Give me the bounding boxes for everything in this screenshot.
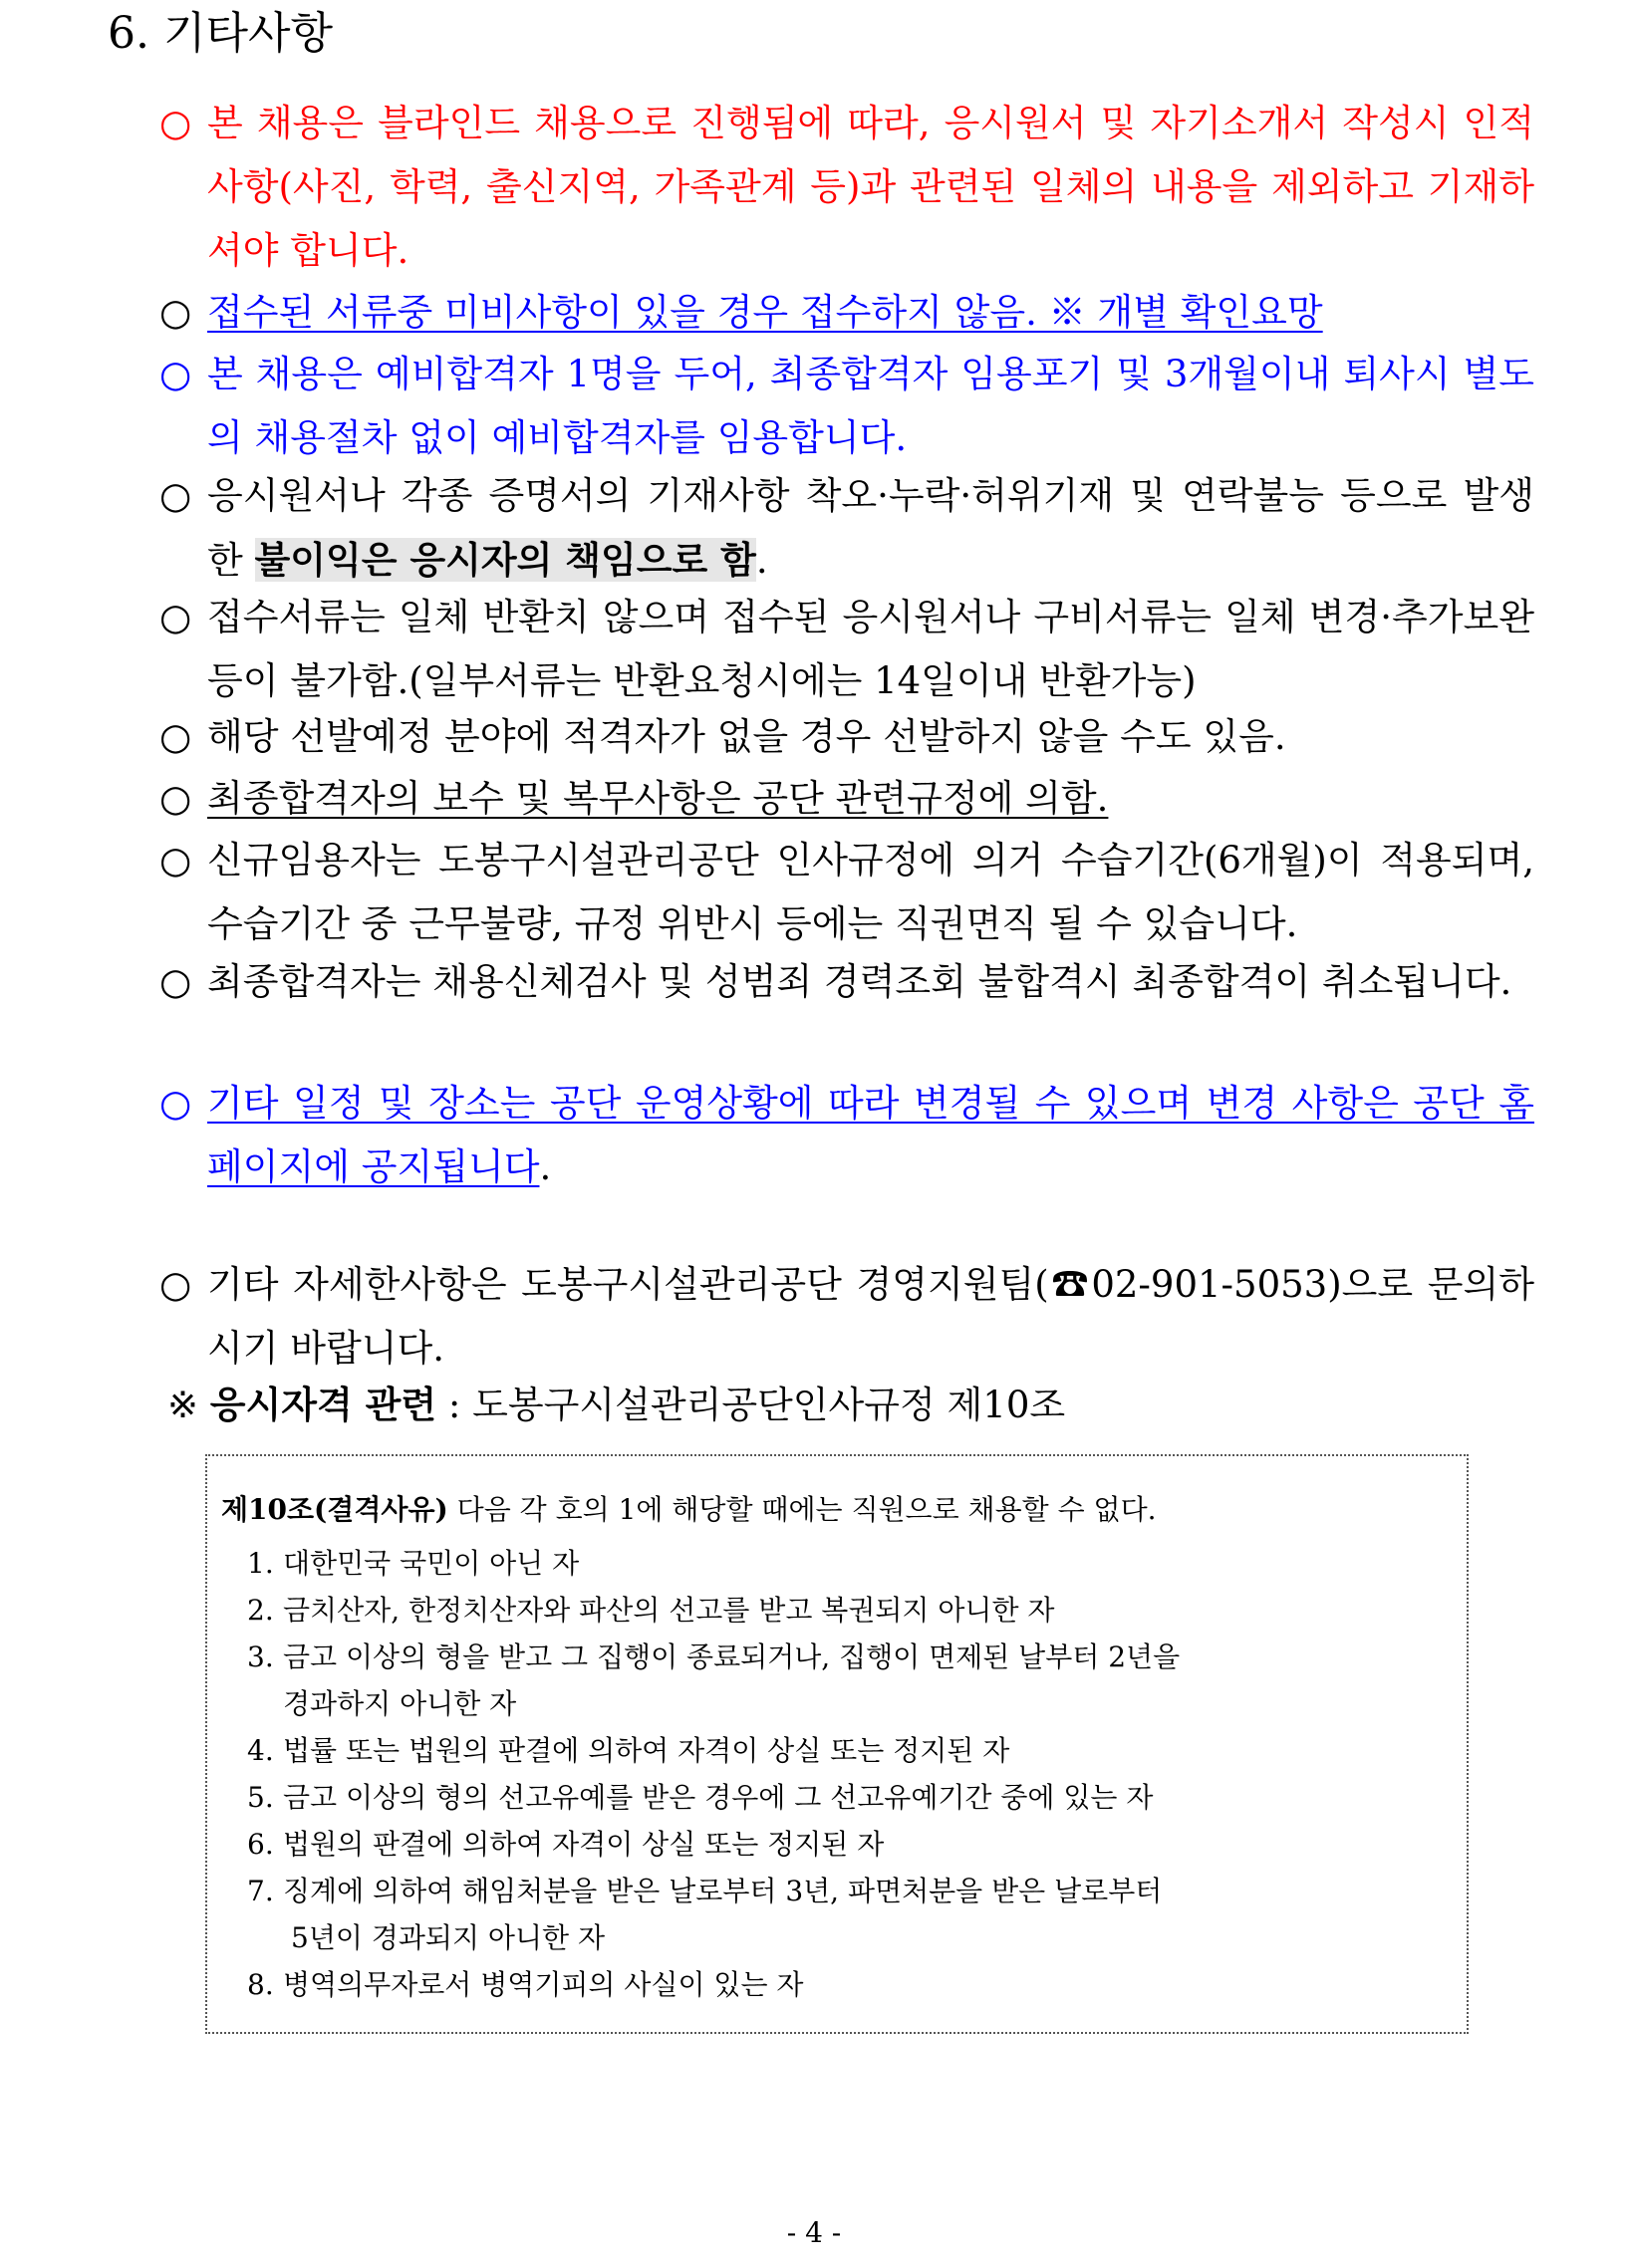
item-number: 1. [247,1547,274,1580]
notice-item-no-selection [159,705,1534,769]
bullet-mark: ○ [159,353,192,395]
list-item [247,1587,1443,1634]
notice-text: 본 채용은 블라인드 채용으로 진행됨에 따라, 응시원서 및 자기소개서 작성시 인적사항(사진, 학력, 출신지역, 가족관계 등)과 관련된 일체의 내용을 제외하고 기재하셔야 합니다. [207,102,1534,272]
notice-text: 기타 일정 및 장소는 공단 운영상황에 따라 변경될 수 있으며 변경 사항은 공단 홈페이지에 공지됩니다 [207,1082,1534,1188]
item-number: 7. [247,1875,274,1907]
highlighted-text: 불이익은 응시자의 책임으로 함 [254,538,756,582]
notice-item-incomplete-docs [159,281,1534,345]
bullet-mark: ○ [159,839,192,882]
item-text: 병역의무자로서 병역기피의 사실이 있는 자 [283,1968,804,2001]
bullet-mark: ○ [159,1263,192,1306]
list-item [247,1727,1443,1774]
notice-text: 응시원서나 각종 증명서의 기재사항 착오·누락·허위기재 및 연락불능 등으로 발생한 [207,474,1534,582]
article-text: 다음 각 호의 1에 해당할 때에는 직원으로 채용할 수 없다. [447,1493,1157,1526]
notice-text: 해당 선발예정 분야에 적격자가 없을 경우 선발하지 않을 수도 있음. [207,715,1286,758]
notice-text: 접수된 서류중 미비사항이 있을 경우 접수하지 않음. ※ 개별 확인요망 [207,291,1323,334]
note-label: 응시자격 관련 [209,1383,437,1426]
regulation-box [205,1454,1469,2034]
bullet-mark: ○ [159,596,192,638]
item-text: 금고 이상의 형을 받고 그 집행이 종료되거나, 집행이 면제된 날부터 2년을 [283,1640,1181,1673]
item-text: 징계에 의하여 해임처분을 받은 날로부터 3년, 파면처분을 받은 날로부터 [283,1875,1163,1907]
notice-text-end: . [539,1145,552,1188]
note-separator: : [436,1384,473,1426]
list-item [247,1821,1443,1868]
item-text: 법률 또는 법원의 판결에 의하여 자격이 상실 또는 정지된 자 [283,1734,1010,1767]
note-text: 도봉구시설관리공단인사규정 제10조 [472,1384,1066,1426]
notice-item-reserve-candidate [159,343,1534,470]
list-item [247,1868,1443,1961]
notice-text: 본 채용은 예비합격자 1명을 두어, 최종합격자 임용포기 및 3개월이내 퇴사시 별도의 채용절차 없이 예비합격자를 임용합니다. [207,353,1534,459]
notice-item-health-check [159,950,1534,1014]
disqualification-list [247,1540,1443,2008]
item-number: 8. [247,1968,274,2001]
list-item [247,1540,1443,1587]
item-text-continued: 5년이 경과되지 아니한 자 [291,1921,605,1954]
notice-text: 최종합격자는 채용신체검사 및 성범죄 경력조회 불합격시 최종합격이 취소됩니다. [207,960,1512,1003]
item-text-continued: 경과하지 아니한 자 [283,1687,517,1720]
bullet-mark: ○ [159,777,192,820]
list-item [247,1634,1443,1727]
note-mark: ※ [167,1384,199,1426]
bullet-mark: ○ [159,960,192,1003]
item-number: 5. [247,1781,274,1814]
notice-item-blind-hiring [159,92,1534,283]
eligibility-note [167,1375,1065,1435]
notice-item-pay-rules [159,767,1534,831]
item-text: 금고 이상의 형의 선고유예를 받은 경우에 그 선고유예기간 중에 있는 자 [283,1781,1154,1814]
notice-text: 접수서류는 일체 반환치 않으며 접수된 응시원서나 구비서류는 일체 변경·추가보완 등이 불가함.(일부서류는 반환요청시에는 14일이내 반환가능) [207,596,1534,702]
notice-item-contact [159,1253,1534,1381]
bullet-mark: ○ [159,715,192,758]
notice-text: 기타 자세한사항은 도봉구시설관리공단 경영지원팀(☎02-901-5053)으로 문의하시기 바랍니다. [207,1263,1534,1370]
notice-item-no-return [159,586,1534,713]
list-item [247,1774,1443,1821]
item-text: 법원의 판결에 의하여 자격이 상실 또는 정지된 자 [283,1828,885,1861]
item-number: 3. [247,1640,274,1673]
regulation-title [221,1490,1157,1530]
bullet-mark: ○ [159,1082,192,1125]
notice-item-applicant-responsibility [159,464,1534,593]
notice-text: 최종합격자의 보수 및 복무사항은 공단 관련규정에 의함. [207,777,1109,820]
item-number: 6. [247,1828,274,1861]
item-number: 2. [247,1594,274,1627]
notice-item-probation [159,829,1534,956]
item-text: 금치산자, 한정치산자와 파산의 선고를 받고 복권되지 아니한 자 [283,1594,1055,1627]
item-text: 대한민국 국민이 아닌 자 [283,1547,580,1580]
notice-text-end: . [755,539,768,582]
bullet-mark: ○ [159,291,192,334]
bullet-mark: ○ [159,474,192,517]
item-number: 4. [247,1734,274,1767]
page-number: - 4 - [786,2216,842,2249]
section-heading: 6. 기타사항 [108,8,333,59]
notice-text: 신규임용자는 도봉구시설관리공단 인사규정에 의거 수습기간(6개월)이 적용되며, 수습기간 중 근무불량, 규정 위반시 등에는 직권면직 될 수 있습니다. [207,839,1534,945]
article-label: 제10조(결격사유) [221,1493,448,1526]
list-item [247,1961,1443,2008]
bullet-mark: ○ [159,102,192,144]
notice-item-schedule-change [159,1072,1534,1199]
